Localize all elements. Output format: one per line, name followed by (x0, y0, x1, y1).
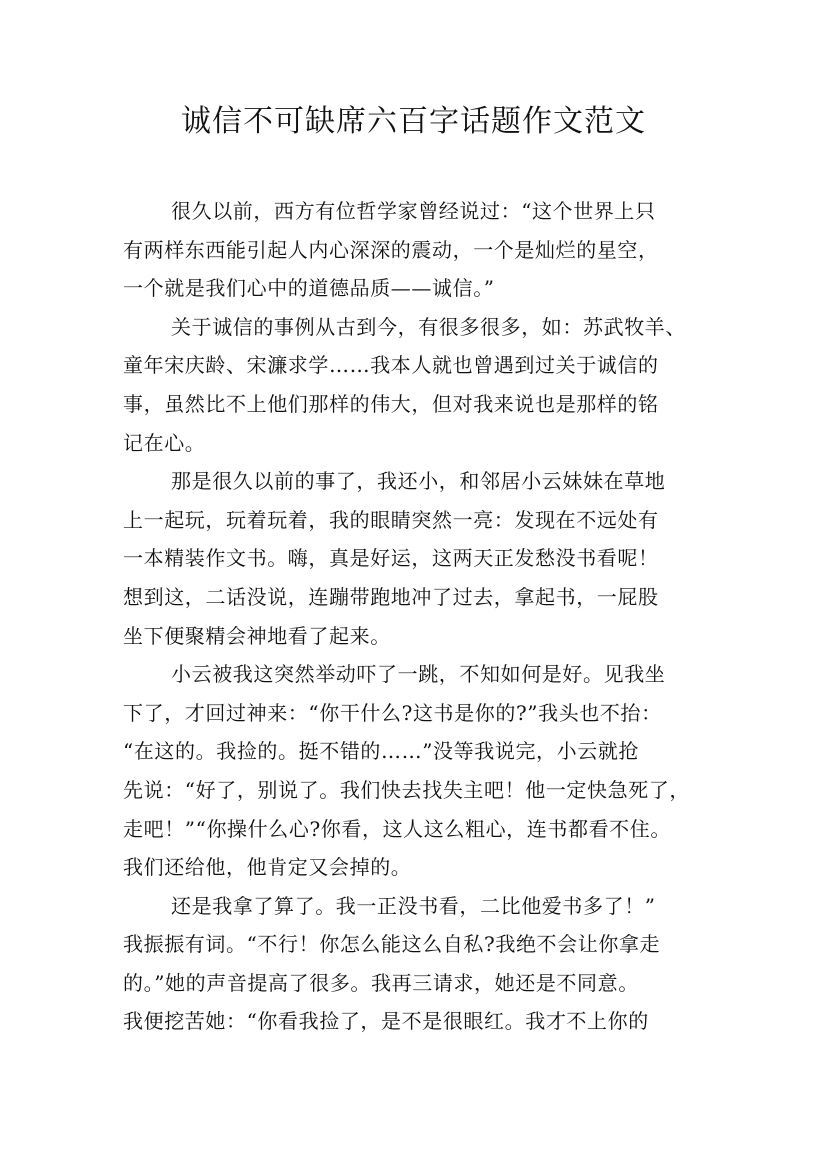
text-line: 我振振有词。“不行！你怎么能这么自私?我绝不会让你拿走 (123, 932, 661, 957)
text-line: 有两样东西能引起人内心深深的震动，一个是灿烂的星空， (123, 237, 659, 262)
text-line: 那是很久以前的事了，我还小，和邻居小云妹妹在草地 (171, 469, 666, 494)
document-body (123, 192, 723, 1041)
text-line: 坐下便聚精会神地看了起来。 (123, 623, 391, 648)
text-line: 一本精装作文书。嗨，真是好运，这两天正发愁没书看呢！ (123, 546, 659, 571)
text-line: 走吧！”“你操什么心?你看，这人这么粗心，连书都看不住。 (123, 816, 671, 841)
text-line: 关于诚信的事例从古到今，有很多很多，如：苏武牧羊、 (171, 314, 686, 339)
text-line: 童年宋庆龄、宋濂求学……我本人就也曾遇到过关于诚信的 (123, 353, 659, 378)
text-line: 我便挖苦她：“你看我捡了，是不是很眼红。我才不上你的 (123, 1009, 649, 1034)
text-line: 先说：“好了，别说了。我们快去找失主吧！他一定快急死了， (123, 777, 691, 802)
text-line: 想到这，二话没说，连蹦带跑地冲了过去，拿起书，一屁股 (123, 584, 659, 609)
text-line: 下了，才回过神来：“你干什么?这书是你的?”我头也不抬： (123, 700, 662, 725)
text-line: 很久以前，西方有位哲学家曾经说过：“这个世界上只 (171, 199, 656, 223)
text-line: 上一起玩，玩着玩着，我的眼睛突然一亮：发现在不远处有 (123, 507, 659, 532)
text-line: 我们还给他，他肯定又会掉的。 (123, 855, 412, 880)
text-line: 事，虽然比不上他们那样的伟大，但对我来说也是那样的铭 (123, 391, 659, 416)
text-line: 还是我拿了算了。我一正没书看，二比他爱书多了！” (171, 893, 656, 918)
text-line: 记在心。 (123, 430, 206, 455)
text-line: 一个就是我们心中的道德品质——诚信。” (123, 276, 495, 301)
document-title: 诚信不可缺席六百字话题作文范文 (181, 104, 646, 139)
text-line: 小云被我这突然举动吓了一跳，不知如何是好。见我坐 (171, 662, 666, 687)
text-line: “在这的。我捡的。挺不错的……”没等我说完，小云就抢 (123, 739, 640, 764)
text-line: 的。”她的声音提高了很多。我再三请求，她还是不同意。 (123, 970, 639, 995)
